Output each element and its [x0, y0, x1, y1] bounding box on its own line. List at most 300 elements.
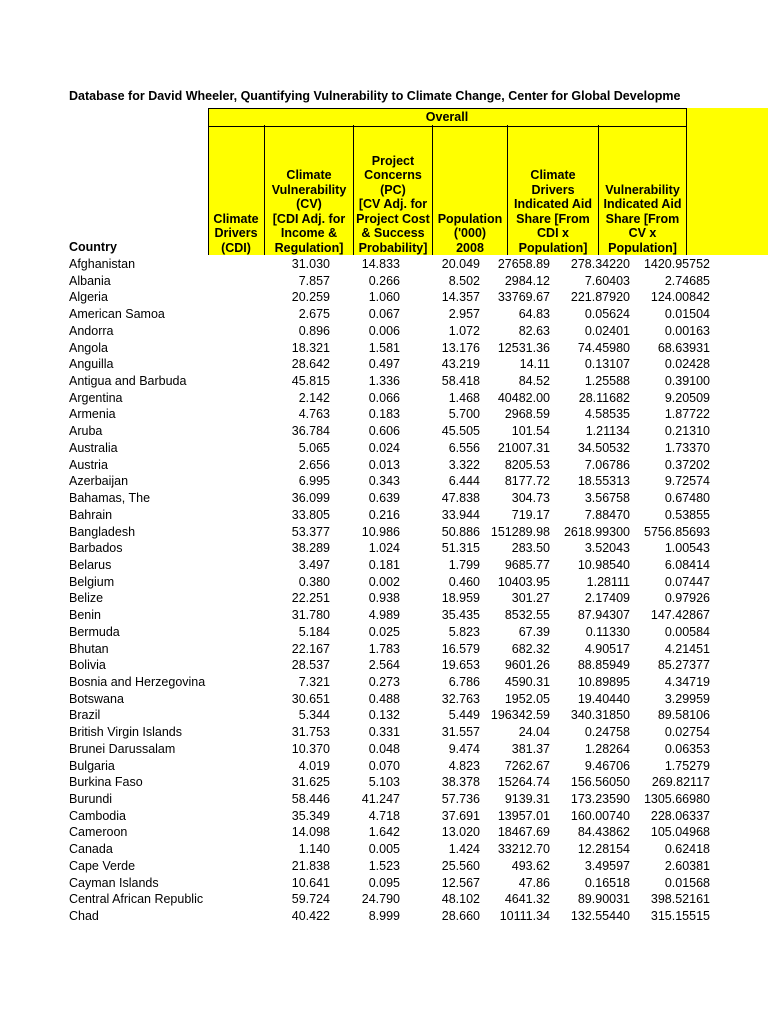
value-cell: 47.86: [518, 875, 550, 890]
country-cell: Bahamas, The: [69, 491, 151, 506]
country-cell: Canada: [69, 842, 113, 857]
header-line: Indicated Aid: [603, 197, 682, 211]
value-cell: 0.273: [368, 674, 400, 689]
country-cell: Angola: [69, 340, 108, 355]
value-cell: 12531.36: [497, 340, 550, 355]
table-row: [69, 574, 710, 591]
value-cell: 31.625: [291, 775, 330, 790]
value-cell: 10111.34: [499, 909, 550, 924]
table-row: [69, 841, 710, 858]
value-cell: 2984.12: [504, 273, 550, 288]
value-cell: 31.557: [441, 725, 480, 740]
value-cell: 10.641: [291, 875, 330, 890]
value-cell: 1.783: [368, 641, 400, 656]
value-cell: 2.17409: [584, 591, 630, 606]
value-cell: 0.066: [368, 390, 400, 405]
value-cell: 196342.59: [490, 708, 550, 723]
table-row: [69, 473, 710, 490]
value-cell: 269.82117: [651, 775, 710, 790]
value-cell: 13.176: [441, 340, 480, 355]
value-cell: 59.724: [291, 892, 330, 907]
table-row: [69, 590, 710, 607]
value-cell: 5.700: [448, 407, 480, 422]
value-cell: 315.15515: [650, 909, 710, 924]
value-cell: 1.28264: [584, 741, 630, 756]
value-cell: 4.58535: [584, 407, 630, 422]
value-cell: 221.87920: [570, 290, 630, 305]
value-cell: 3.29959: [664, 691, 710, 706]
value-cell: 0.01504: [664, 307, 710, 322]
value-cell: 7262.67: [504, 758, 550, 773]
header-cv: [265, 153, 353, 255]
value-cell: 28.537: [291, 658, 330, 673]
value-cell: 28.660: [441, 909, 480, 924]
country-cell: Albania: [69, 273, 111, 288]
value-cell: 7.857: [298, 273, 330, 288]
country-cell: Barbados: [69, 541, 123, 556]
value-cell: 28.11682: [578, 390, 630, 405]
value-cell: 7.06786: [584, 457, 630, 472]
country-cell: Austria: [69, 457, 108, 472]
value-cell: 3.52043: [584, 541, 630, 556]
value-cell: 283.50: [511, 541, 550, 556]
header-line: Climate: [213, 211, 259, 226]
value-cell: 18.959: [441, 591, 480, 606]
value-cell: 9685.77: [504, 557, 550, 572]
value-cell: 1.468: [448, 390, 480, 405]
table-row: [69, 741, 710, 758]
value-cell: 9.46706: [584, 758, 630, 773]
value-cell: 1.072: [448, 323, 480, 338]
header-line: ('000): [453, 226, 487, 240]
value-cell: 4.34719: [664, 674, 710, 689]
header-line: (CV): [296, 197, 322, 211]
value-cell: 31.780: [291, 608, 330, 623]
table-row: [69, 808, 710, 825]
value-cell: 156.56050: [570, 775, 630, 790]
header-line: Vulnerability: [271, 182, 347, 197]
value-cell: 4.823: [448, 758, 480, 773]
value-cell: 4.90517: [584, 641, 630, 656]
value-cell: 2.656: [298, 457, 330, 472]
value-cell: 1.424: [448, 842, 480, 857]
value-cell: 0.497: [368, 357, 400, 372]
value-cell: 0.132: [368, 708, 400, 723]
table-row: [69, 256, 710, 273]
value-cell: 0.024: [368, 440, 400, 455]
value-cell: 35.349: [291, 808, 330, 823]
table-row: [69, 373, 710, 390]
value-cell: 3.49597: [584, 858, 630, 873]
table-row: [69, 891, 710, 908]
value-cell: 5.823: [448, 624, 480, 639]
value-cell: 13957.01: [497, 808, 550, 823]
value-cell: 1.00543: [664, 541, 710, 556]
value-cell: 36.099: [291, 491, 330, 506]
value-cell: 0.331: [368, 725, 400, 740]
header-population: [433, 153, 507, 255]
table-row: [69, 273, 710, 290]
value-cell: 5.103: [368, 775, 400, 790]
table-row: [69, 641, 710, 658]
value-cell: 0.216: [368, 507, 400, 522]
table-row: [69, 406, 710, 423]
country-cell: Algeria: [69, 290, 108, 305]
country-cell: Burundi: [69, 792, 113, 806]
header-line: Project Cost: [356, 211, 430, 226]
table-row: [69, 490, 710, 507]
value-cell: 1.581: [368, 340, 400, 355]
header-line: Probability]: [358, 240, 428, 255]
value-cell: 4.019: [298, 758, 330, 773]
value-cell: 0.488: [368, 691, 400, 706]
value-cell: 0.53855: [664, 507, 710, 522]
value-cell: 14.833: [361, 257, 400, 271]
country-cell: Brunei Darussalam: [69, 741, 176, 756]
value-cell: 8205.53: [504, 457, 550, 472]
country-cell: Australia: [69, 440, 118, 455]
value-cell: 3.322: [448, 457, 480, 472]
value-cell: 1.336: [368, 374, 400, 389]
header-line: Population: [437, 211, 503, 226]
table-row: [69, 440, 710, 457]
value-cell: 7.60403: [584, 273, 630, 288]
value-cell: 47.838: [441, 491, 480, 506]
value-cell: 0.01568: [664, 875, 710, 890]
value-cell: 13.020: [441, 825, 480, 840]
value-cell: 16.579: [441, 641, 480, 656]
value-cell: 9601.26: [504, 658, 550, 673]
value-cell: 1.25588: [584, 374, 630, 389]
header-line: & Success: [361, 226, 425, 240]
value-cell: 88.85949: [577, 658, 630, 673]
value-cell: 0.002: [368, 574, 400, 589]
value-cell: 0.639: [368, 491, 400, 506]
value-cell: 40482.00: [497, 390, 550, 405]
country-cell: British Virgin Islands: [69, 725, 183, 740]
value-cell: 7.88470: [584, 507, 630, 522]
value-cell: 2.675: [298, 307, 330, 322]
header-line: Population]: [608, 240, 677, 255]
value-cell: 0.05624: [584, 307, 630, 322]
value-cell: 9.20509: [664, 390, 710, 405]
value-cell: 43.219: [441, 357, 480, 372]
country-cell: Anguilla: [69, 357, 114, 372]
value-cell: 0.896: [298, 323, 330, 338]
value-cell: 5.344: [298, 708, 330, 723]
value-cell: 1.642: [368, 825, 400, 840]
value-cell: 89.58106: [657, 708, 710, 723]
header-line: Vulnerability: [605, 182, 680, 197]
value-cell: 0.13107: [584, 357, 630, 372]
value-cell: 1420.95752: [643, 257, 710, 271]
value-cell: 398.52161: [650, 892, 710, 907]
country-cell: Botswana: [69, 691, 124, 706]
country-cell: Bhutan: [69, 641, 109, 656]
value-cell: 24.04: [518, 725, 550, 740]
table-row: [69, 423, 710, 440]
table-row: [69, 340, 710, 357]
value-cell: 19.653: [441, 658, 480, 673]
value-cell: 6.08414: [664, 557, 710, 572]
header-line: [CV Adj. for: [358, 197, 428, 211]
value-cell: 20.049: [441, 257, 480, 271]
value-cell: 19.40440: [577, 691, 630, 706]
value-cell: 27658.89: [497, 257, 550, 271]
value-cell: 12.567: [441, 875, 480, 890]
header-line: Climate: [530, 168, 576, 182]
value-cell: 304.73: [511, 491, 550, 506]
value-cell: 6.556: [448, 440, 480, 455]
header-line: Population]: [518, 240, 588, 255]
value-cell: 15264.74: [497, 775, 550, 790]
country-cell: Belize: [69, 591, 104, 606]
value-cell: 719.17: [511, 507, 550, 522]
value-cell: 14.11: [519, 357, 550, 372]
value-cell: 8.502: [448, 273, 480, 288]
value-cell: 68.63931: [657, 340, 710, 355]
value-cell: 6.444: [448, 474, 480, 489]
value-cell: 2.957: [448, 307, 480, 322]
country-cell: Cayman Islands: [69, 875, 159, 890]
value-cell: 0.606: [368, 424, 400, 439]
value-cell: 9.72574: [664, 474, 710, 489]
sheet-title: Database for David Wheeler, Quantifying Vulnerability to Climate Change, Center for Global Developme: [69, 89, 681, 103]
value-cell: 84.52: [518, 374, 550, 389]
value-cell: 3.56758: [584, 491, 630, 506]
value-cell: 682.32: [511, 641, 550, 656]
value-cell: 58.418: [441, 374, 480, 389]
value-cell: 0.39100: [664, 374, 710, 389]
value-cell: 0.266: [368, 273, 400, 288]
value-cell: 82.63: [518, 323, 550, 338]
value-cell: 0.02754: [664, 725, 710, 740]
header-line: CDI x: [537, 226, 569, 240]
value-cell: 1.060: [368, 290, 400, 305]
value-cell: 36.784: [291, 424, 330, 439]
value-cell: 0.013: [368, 457, 400, 472]
value-cell: 10.98540: [577, 557, 630, 572]
table-row: [69, 674, 710, 691]
header-line: (CDI): [221, 240, 251, 255]
value-cell: 1.28111: [586, 574, 630, 589]
value-cell: 2968.59: [504, 407, 550, 422]
value-cell: 101.54: [511, 424, 550, 439]
value-cell: 301.27: [511, 591, 550, 606]
value-cell: 132.55440: [570, 909, 630, 924]
value-cell: 0.00584: [664, 624, 710, 639]
country-cell: Chad: [69, 909, 99, 924]
country-cell: Cameroon: [69, 825, 128, 840]
value-cell: 173.23590: [570, 792, 630, 806]
value-cell: 25.560: [441, 858, 480, 873]
value-cell: 0.62418: [664, 842, 710, 857]
value-cell: 28.642: [291, 357, 330, 372]
value-cell: 0.005: [368, 842, 400, 857]
header-line: Concerns: [364, 168, 422, 182]
value-cell: 37.691: [441, 808, 480, 823]
table-row: [69, 875, 710, 892]
header-line: Climate: [286, 168, 332, 182]
header-line: 2008: [456, 240, 484, 255]
table-row: [69, 507, 710, 524]
value-cell: 228.06337: [650, 808, 710, 823]
value-cell: 0.095: [368, 875, 400, 890]
value-cell: 0.07447: [664, 574, 710, 589]
value-cell: 31.753: [291, 725, 330, 740]
value-cell: 22.251: [291, 591, 330, 606]
value-cell: 2.564: [368, 658, 400, 673]
value-cell: 2.60381: [664, 858, 710, 873]
country-cell: Azerbaijan: [69, 474, 129, 489]
value-cell: 50.886: [441, 524, 480, 539]
value-cell: 1.21134: [585, 424, 630, 439]
table-row: [69, 657, 710, 674]
table-row: [69, 758, 710, 775]
value-cell: 58.446: [291, 792, 330, 806]
value-cell: 0.938: [368, 591, 400, 606]
value-cell: 32.763: [441, 691, 480, 706]
table-row: [69, 707, 710, 724]
country-cell: Andorra: [69, 323, 114, 338]
value-cell: 18.321: [291, 340, 330, 355]
country-cell: American Samoa: [69, 307, 165, 322]
value-cell: 1.024: [368, 541, 400, 556]
value-cell: 85.27377: [657, 658, 710, 673]
table-row: [69, 607, 710, 624]
value-cell: 0.006: [368, 323, 400, 338]
value-cell: 0.02428: [664, 357, 710, 372]
value-cell: 4590.31: [504, 674, 550, 689]
country-cell: Armenia: [69, 407, 116, 422]
value-cell: 1.799: [448, 557, 480, 572]
value-cell: 67.39: [518, 624, 550, 639]
value-cell: 10.986: [361, 524, 400, 539]
value-cell: 48.102: [441, 892, 480, 907]
value-cell: 0.24758: [584, 725, 630, 740]
table-row: [69, 306, 710, 323]
header-line: Share [From: [516, 211, 590, 226]
country-cell: Central African Republic: [69, 892, 204, 907]
value-cell: 30.651: [291, 691, 330, 706]
table-row: [69, 724, 710, 741]
country-cell: Argentina: [69, 390, 123, 405]
value-cell: 8177.72: [504, 474, 550, 489]
table-row: [69, 540, 710, 557]
header-country: Country: [69, 240, 117, 254]
value-cell: 0.070: [368, 758, 400, 773]
header-line: Income &: [280, 226, 338, 240]
table-row: [69, 691, 710, 708]
value-cell: 14.357: [441, 290, 480, 305]
value-cell: 3.497: [298, 557, 330, 572]
country-cell: Bahrain: [69, 507, 113, 522]
value-cell: 34.50532: [577, 440, 630, 455]
value-cell: 33.944: [441, 507, 480, 522]
header-line: CV x: [628, 226, 657, 240]
value-cell: 6.786: [448, 674, 480, 689]
value-cell: 105.04968: [650, 825, 710, 840]
header-cdi: [208, 153, 264, 255]
value-cell: 53.377: [291, 524, 330, 539]
table-row: [69, 457, 710, 474]
value-cell: 24.790: [361, 892, 400, 907]
value-cell: 1.140: [298, 842, 330, 857]
value-cell: 0.025: [368, 624, 400, 639]
value-cell: 1305.66980: [643, 792, 710, 806]
header-cv-aid: [599, 153, 686, 255]
value-cell: 7.321: [298, 674, 330, 689]
value-cell: 0.343: [368, 474, 400, 489]
value-cell: 10403.95: [497, 574, 550, 589]
value-cell: 4.989: [368, 608, 400, 623]
value-cell: 278.34220: [570, 257, 630, 271]
table-row: [69, 356, 710, 373]
value-cell: 5.449: [448, 708, 480, 723]
country-cell: Bangladesh: [69, 524, 136, 539]
table-row: [69, 624, 710, 641]
value-cell: 381.37: [511, 741, 550, 756]
value-cell: 493.62: [511, 858, 550, 873]
value-cell: 33.805: [291, 507, 330, 522]
table-row: [69, 289, 710, 306]
header-divider: [686, 108, 687, 255]
value-cell: 21.838: [291, 858, 330, 873]
value-cell: 21007.31: [497, 440, 550, 455]
data-table: [69, 256, 710, 925]
value-cell: 8.999: [368, 909, 400, 924]
value-cell: 87.94307: [577, 608, 630, 623]
value-cell: 10.370: [291, 741, 330, 756]
country-cell: Belgium: [69, 574, 115, 589]
value-cell: 5.184: [298, 624, 330, 639]
header-line: Drivers: [214, 226, 258, 240]
value-cell: 41.247: [361, 792, 400, 806]
value-cell: 4.21451: [664, 641, 710, 656]
header-line: Drivers: [531, 182, 575, 197]
table-row: [69, 524, 710, 541]
value-cell: 0.00163: [664, 323, 710, 338]
value-cell: 147.42867: [650, 608, 710, 623]
header-line: (PC): [380, 182, 406, 197]
value-cell: 0.181: [368, 557, 400, 572]
value-cell: 0.048: [368, 741, 400, 756]
value-cell: 1.75279: [664, 758, 710, 773]
value-cell: 1.87722: [664, 407, 710, 422]
value-cell: 57.736: [441, 792, 480, 806]
overall-header: Overall: [208, 108, 686, 127]
value-cell: 1952.05: [504, 691, 550, 706]
value-cell: 38.378: [441, 775, 480, 790]
country-cell: Brazil: [69, 708, 101, 723]
value-cell: 0.67480: [664, 491, 710, 506]
value-cell: 4.718: [368, 808, 400, 823]
header-line: Share [From: [605, 211, 680, 226]
value-cell: 18467.69: [497, 825, 550, 840]
value-cell: 20.259: [291, 290, 330, 305]
country-cell: Afghanistan: [69, 257, 136, 271]
country-cell: Bolivia: [69, 658, 106, 673]
value-cell: 0.21310: [664, 424, 710, 439]
country-cell: Belarus: [69, 557, 112, 572]
value-cell: 5756.85693: [643, 524, 710, 539]
value-cell: 0.460: [448, 574, 480, 589]
value-cell: 12.28154: [577, 842, 630, 857]
country-cell: Antigua and Barbuda: [69, 374, 187, 389]
header-line: Regulation]: [274, 240, 344, 255]
header-line: Indicated Aid: [513, 197, 592, 211]
header-cdi-aid: [508, 153, 598, 255]
